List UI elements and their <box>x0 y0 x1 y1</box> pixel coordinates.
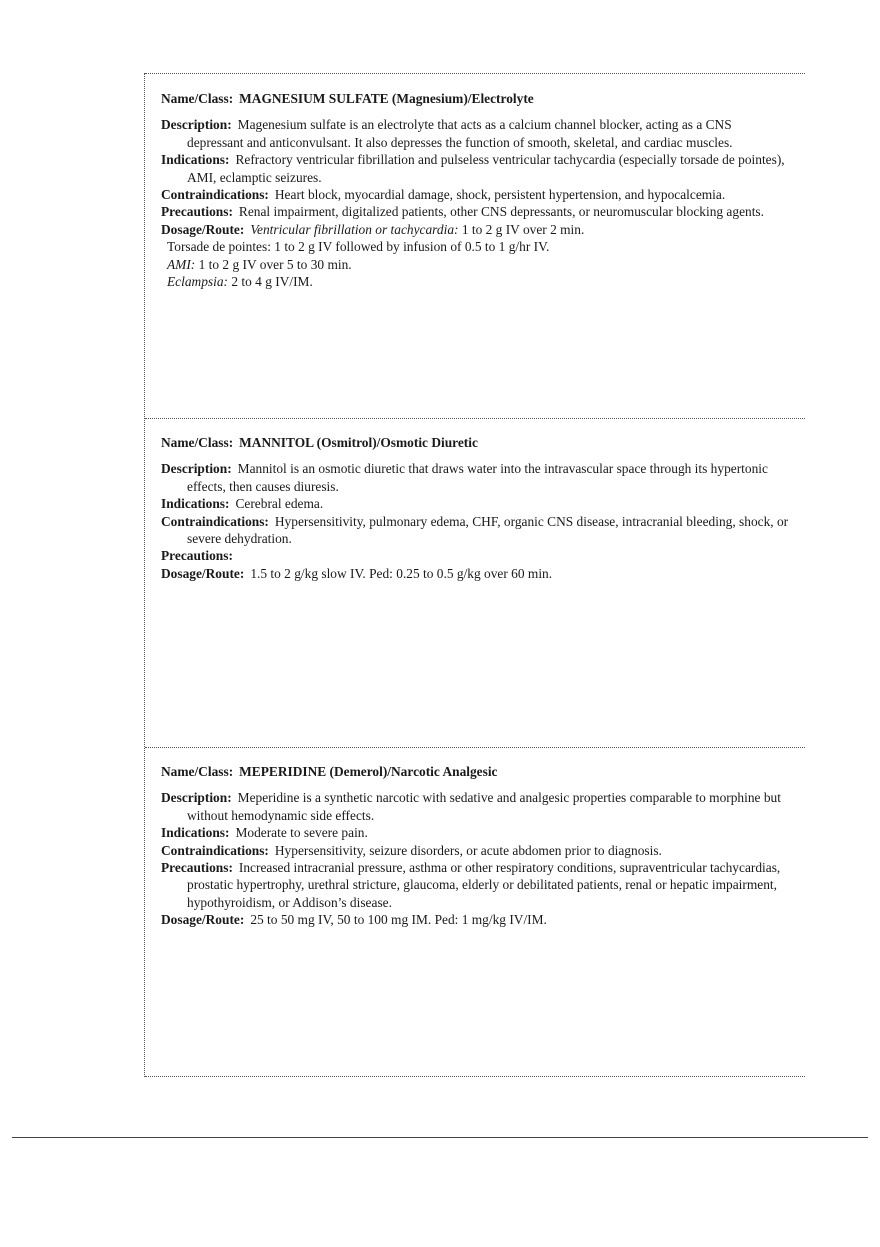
precautions-row <box>161 547 791 564</box>
drug-card-mannitol <box>161 434 791 582</box>
precautions-text: Renal impairment, digitalized patients, other CNS depressants, or neuromuscular blocking agents. <box>238 204 764 220</box>
name-class-value: MAGNESIUM SULFATE (Magnesium)/Electrolyte <box>239 91 534 106</box>
indications-label: Indications: <box>161 496 230 512</box>
contraindications-text: Heart block, myocardial damage, shock, persistent hypertension, and hypocalcemia. <box>274 187 726 203</box>
precautions-row <box>161 859 791 911</box>
dosage-label: Dosage/Route: <box>161 912 245 928</box>
dosage-line <box>161 273 791 290</box>
name-class-row <box>161 434 791 451</box>
description-label: Description: <box>161 117 232 133</box>
contraindications-row <box>161 186 791 203</box>
indications-text: Moderate to severe pain. <box>235 825 368 841</box>
description-text: Magenesium sulfate is an electrolyte that acts as a calcium channel blocker, acting as a CNS depressant and anticonvulsant. It also depresses the function of smooth, skeletal, and cardiac muscles. <box>187 117 733 150</box>
dosage-text: 1.5 to 2 g/kg slow IV. Ped: 0.25 to 0.5 g/kg over 60 min. <box>250 565 553 581</box>
dosage-row <box>161 911 791 928</box>
dosage-condition: Eclampsia: <box>167 274 228 290</box>
name-class-value: MEPERIDINE (Demerol)/Narcotic Analgesic <box>239 764 498 779</box>
name-class-row <box>161 763 791 780</box>
cut-line-divider <box>145 418 805 419</box>
contraindications-row <box>161 842 791 859</box>
contraindications-text: Hypersensitivity, pulmonary edema, CHF, organic CNS disease, intracranial bleeding, shock, or severe dehydration. <box>187 513 789 547</box>
dosage-condition: Ventricular fibrillation or tachycardia: <box>250 221 459 237</box>
contraindications-row <box>161 513 791 548</box>
description-text: Mannitol is an osmotic diuretic that draws water into the intravascular space through its hypertonic effects, then causes diuresis. <box>187 461 768 494</box>
indications-label: Indications: <box>161 825 230 841</box>
contraindications-label: Contraindications: <box>161 187 269 203</box>
drug-card-sheet <box>144 73 805 1077</box>
dosage-text: 2 to 4 g IV/IM. <box>231 274 313 290</box>
dosage-condition: AMI: <box>167 256 196 272</box>
footer-rule <box>12 1137 868 1138</box>
dosage-text: 25 to 50 mg IV, 50 to 100 mg IM. Ped: 1 mg/kg IV/IM. <box>250 912 547 928</box>
precautions-text: Increased intracranial pressure, asthma or other respiratory conditions, supraventricular tachycardias, prostatic hypertrophy, urethral stricture, glaucoma, elderly or debilitated patients, renal or hepatic impairment, hypothyroidism, or Addison’s disease. <box>187 860 781 910</box>
indications-row <box>161 151 791 186</box>
indications-text: Refractory ventricular fibrillation and pulseless ventricular tachycardia (especially torsade de pointes), AMI, eclamptic seizures. <box>187 152 785 185</box>
dosage-line <box>161 238 791 255</box>
name-class-value: MANNITOL (Osmitrol)/Osmotic Diuretic <box>239 435 478 450</box>
indications-row <box>161 824 791 841</box>
name-class-label: Name/Class: <box>161 91 234 106</box>
contraindications-text: Hypersensitivity, seizure disorders, or acute abdomen prior to diagnosis. <box>274 842 662 858</box>
indications-label: Indications: <box>161 152 230 168</box>
drug-card-meperidine <box>161 763 791 929</box>
dosage-text: 1 to 2 g IV over 2 min. <box>461 221 585 237</box>
cut-line-top <box>145 73 805 74</box>
description-row <box>161 789 791 824</box>
dosage-line <box>161 256 791 273</box>
description-text: Meperidine is a synthetic narcotic with sedative and analgesic properties comparable to morphine but without hemodynamic side effects. <box>187 790 781 823</box>
name-class-label: Name/Class: <box>161 764 234 779</box>
dosage-row <box>161 565 791 582</box>
precautions-label: Precautions: <box>161 204 233 220</box>
name-class-row <box>161 90 791 107</box>
description-row <box>161 460 791 495</box>
dosage-text: 1 to 2 g IV over 5 to 30 min. <box>198 256 352 272</box>
contraindications-label: Contraindications: <box>161 842 269 858</box>
precautions-label: Precautions: <box>161 548 233 564</box>
drug-card-magnesium-sulfate <box>161 90 791 290</box>
dosage-text: Torsade de pointes: 1 to 2 g IV followed by infusion of 0.5 to 1 g/hr IV. <box>167 239 550 255</box>
indications-text: Cerebral edema. <box>235 496 324 512</box>
indications-row <box>161 495 791 512</box>
cut-line-divider <box>145 747 805 748</box>
dosage-label: Dosage/Route: <box>161 565 245 581</box>
dosage-row <box>161 221 791 238</box>
description-row <box>161 116 791 151</box>
cut-line-bottom <box>145 1076 805 1077</box>
precautions-row <box>161 203 791 220</box>
name-class-label: Name/Class: <box>161 435 234 450</box>
description-label: Description: <box>161 461 232 477</box>
description-label: Description: <box>161 790 232 806</box>
contraindications-label: Contraindications: <box>161 513 269 529</box>
precautions-label: Precautions: <box>161 860 233 876</box>
dosage-label: Dosage/Route: <box>161 221 245 237</box>
